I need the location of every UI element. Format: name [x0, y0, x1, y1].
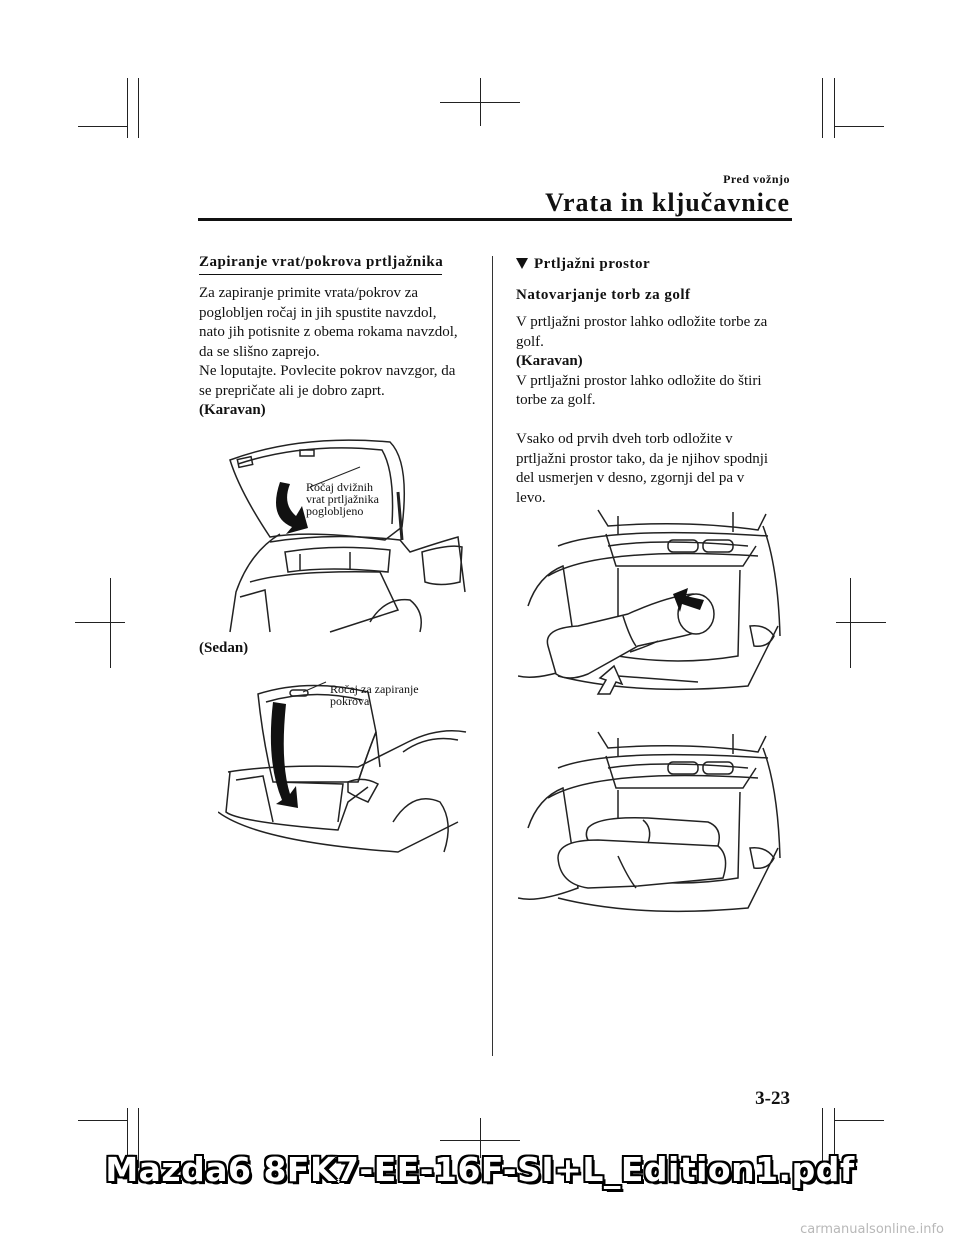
section-title-luggage — [516, 256, 650, 273]
column-divider — [492, 256, 493, 1056]
closing-instructions — [199, 284, 458, 421]
wagon-liftgate-illustration — [210, 432, 470, 637]
triangle-bullet-icon — [516, 258, 528, 269]
footer-filename: Mazda6 8FK7-EE-16F-SI+L_Edition1.pdf — [105, 1150, 855, 1189]
watermark: carmanualsonline.info — [800, 1222, 944, 1237]
karavan-label: (Karavan) — [199, 402, 266, 418]
callout-line: Ročaj za zapiranje — [330, 682, 419, 696]
wagon-handle-callout — [306, 481, 379, 517]
text-line: levo. — [516, 489, 546, 506]
text-line: V prtljažni prostor lahko odložite torbe za — [516, 314, 768, 330]
text-line: da se slišno zaprejo. — [199, 343, 320, 360]
text-line: prtljažni prostor tako, da je njihov spodnji — [516, 450, 769, 467]
golf-bags-subtitle: Natovarjanje torb za golf — [516, 287, 691, 303]
text-line: V prtljažni prostor lahko odložite do štiri — [516, 372, 762, 389]
bag-orientation-text — [516, 430, 768, 508]
sedan-handle-callout — [330, 683, 419, 707]
callout-line: pokrova — [330, 694, 370, 708]
text-line: Ne loputajte. Povlecite pokrov navzgor, da — [199, 363, 456, 379]
luggage-title-text: Prtljažni prostor — [534, 256, 651, 272]
text-line: se prepričate ali je dobro zaprt. — [199, 382, 385, 399]
text-line: Vsako od prvih dveh torb odložite v — [516, 431, 733, 447]
section-title-underline — [199, 274, 442, 275]
golf-bag-loading-illustration — [518, 506, 788, 706]
text-line: nato jih potisnite z obema rokama navzdol, — [199, 324, 458, 340]
callout-line: Ročaj dvižnih — [306, 480, 373, 494]
text-line: golf. — [516, 333, 544, 350]
header-chapter: Vrata in ključavnice — [545, 188, 790, 217]
golf-bags-loaded-illustration — [518, 728, 788, 928]
callout-line: poglobljeno — [306, 504, 364, 518]
callout-line: vrat prtljažnika — [306, 492, 379, 506]
text-line: torbe za golf. — [516, 392, 596, 408]
header-section: Pred vožnjo — [723, 172, 790, 186]
section-title-closing: Zapiranje vrat/pokrova prtljažnika — [199, 254, 444, 270]
text-line: Za zapiranje primite vrata/pokrov za — [199, 285, 419, 301]
header-rule — [198, 218, 792, 221]
text-line: del usmerjen v desno, zgornji del pa v — [516, 470, 745, 486]
text-line: poglobljen ročaj in jih spustite navzdol, — [199, 304, 437, 321]
sedan-label: (Sedan) — [199, 640, 249, 656]
karavan-label-right: (Karavan) — [516, 353, 583, 369]
page-number: 3-23 — [755, 1088, 790, 1109]
golf-bags-text — [516, 313, 767, 411]
